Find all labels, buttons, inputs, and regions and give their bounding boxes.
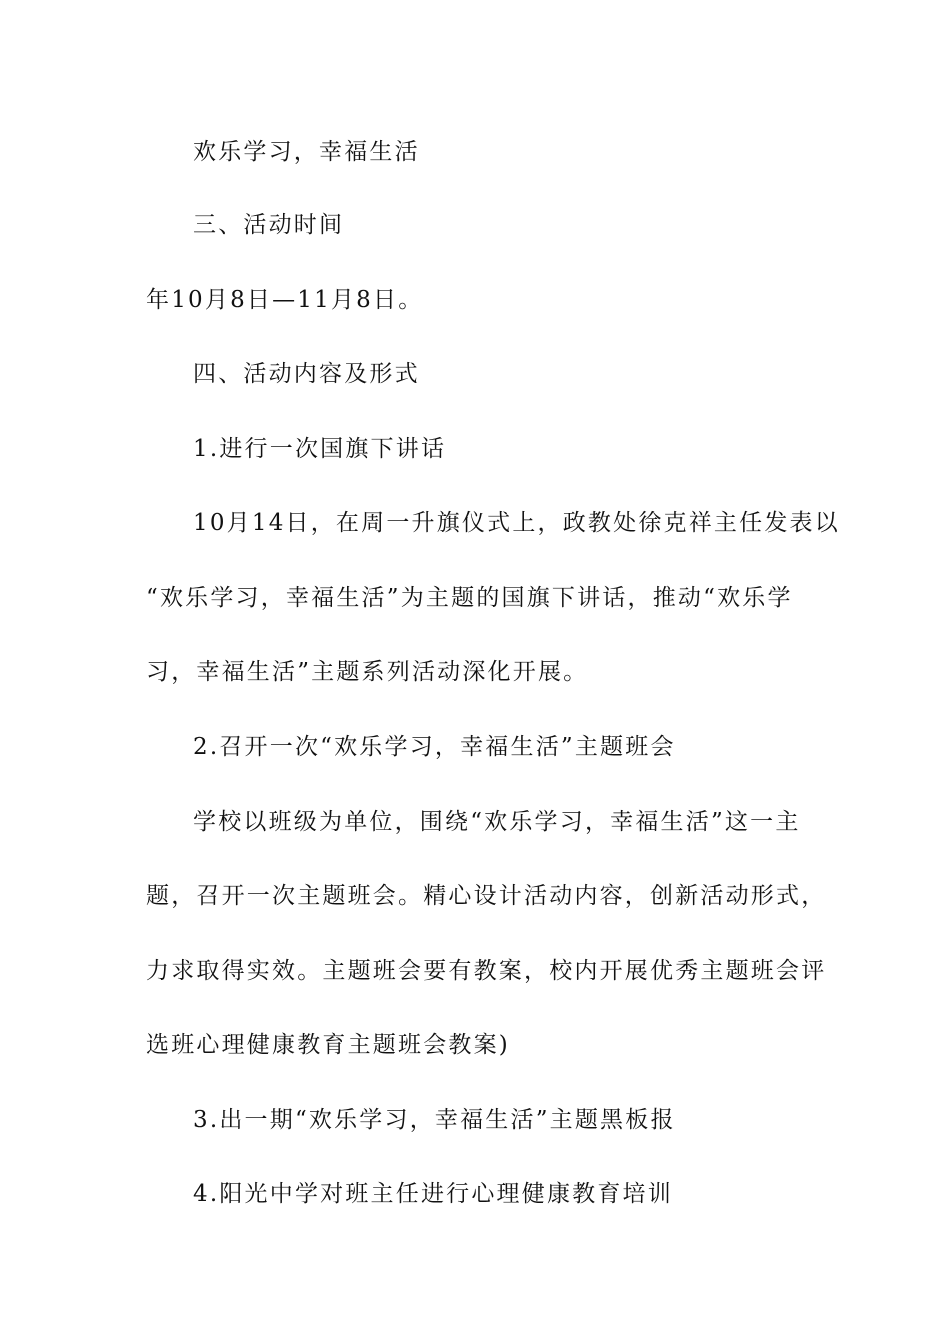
activity-time-text: 年10月8日—11月8日。 — [146, 287, 424, 313]
paragraph-2-line-1: 学校以班级为单位，围绕“欢乐学习，幸福生活”这一主 — [193, 809, 801, 835]
paragraph-1-line-1: 10月14日，在周一升旗仪式上，政教处徐克祥主任发表以 — [193, 510, 840, 536]
paragraph-2-line-4: 选班心理健康教育主题班会教案) — [146, 1032, 510, 1058]
paragraph-1-line-3: 习，幸福生活”主题系列活动深化开展。 — [146, 659, 589, 685]
section-heading-activity-content: 四、活动内容及形式 — [193, 361, 420, 387]
item-1-heading: 1.进行一次国旗下讲话 — [193, 436, 447, 462]
paragraph-1-line-2: “欢乐学习，幸福生活”为主题的国旗下讲话，推动“欢乐学 — [146, 585, 793, 611]
item-3-heading: 3.出一期“欢乐学习，幸福生活”主题黑板报 — [193, 1107, 676, 1133]
item-2-heading: 2.召开一次“欢乐学习，幸福生活”主题班会 — [193, 734, 676, 760]
item-4-heading: 4.阳光中学对班主任进行心理健康教育培训 — [193, 1181, 673, 1207]
paragraph-2-line-2: 题，召开一次主题班会。精心设计活动内容，创新活动形式， — [146, 883, 827, 909]
paragraph-2-line-3: 力求取得实效。主题班会要有教案，校内开展优秀主题班会评 — [146, 958, 827, 984]
section-heading-activity-time: 三、活动时间 — [193, 212, 345, 238]
slogan-line: 欢乐学习，幸福生活 — [193, 139, 420, 165]
